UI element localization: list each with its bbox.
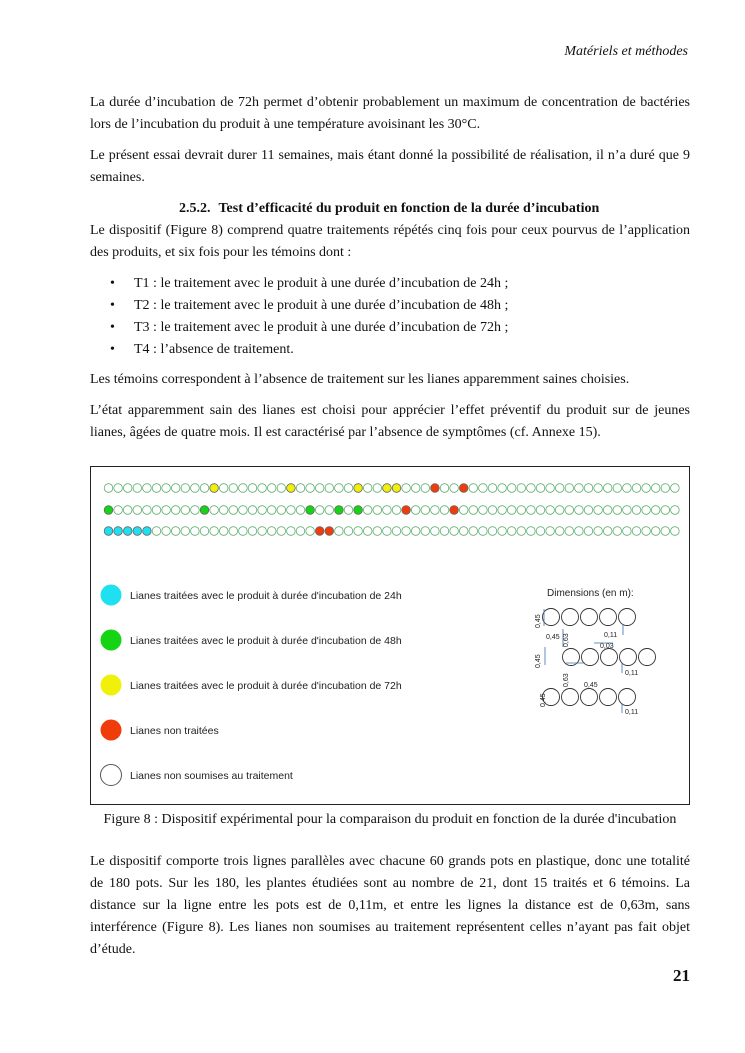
treatment-list: [90, 273, 690, 361]
pot: [152, 527, 161, 536]
pot: [191, 484, 200, 493]
paragraph-duration: Le présent essai devrait durer 11 semaines, mais étant donné la possibilité de réalisation, il n’a duré que 9 semaines.: [90, 148, 690, 185]
pot: [363, 484, 372, 493]
pot: [287, 527, 296, 536]
pot: [546, 506, 555, 515]
pot: [363, 506, 372, 515]
pot: [335, 527, 344, 536]
pot: [133, 506, 142, 515]
pot: [411, 484, 420, 493]
pot: [277, 506, 286, 515]
legend-swatch-yellow: [101, 675, 122, 696]
pot: [546, 527, 555, 536]
pot: [498, 484, 507, 493]
pot: [623, 506, 632, 515]
paragraph-dispositif: Le dispositif (Figure 8) comprend quatre traitements répétés cinq fois pour ceux pourvus de l’application des produits, et six fois pour les témoins dont :: [90, 223, 690, 260]
pot-yellow: [287, 484, 296, 493]
pot: [229, 506, 238, 515]
pot: [575, 506, 584, 515]
pot: [392, 527, 401, 536]
legend-swatch-red: [101, 720, 122, 741]
pot: [603, 484, 612, 493]
pot: [402, 527, 411, 536]
pot: [306, 527, 315, 536]
paragraph-incubation: La durée d’incubation de 72h permet d’obtenir probablement un maximum de concentration de bactéries lors de l’incubation du produit à une température avoisinant les 30°C.: [90, 95, 690, 132]
pot: [517, 506, 526, 515]
section-title: Test d’efficacité du produit en fonction de la durée d’incubation: [218, 201, 600, 216]
pot: [104, 484, 113, 493]
pot: [143, 506, 152, 515]
pot: [459, 527, 468, 536]
pot: [469, 506, 478, 515]
list-item: • T2 : le traitement avec le produit à une durée d’incubation de 48h ;: [134, 295, 690, 317]
pot: [527, 506, 536, 515]
pot-row: [104, 527, 679, 536]
pot: [671, 484, 680, 493]
pot: [296, 527, 305, 536]
pot: [315, 484, 324, 493]
figure-diagram: [91, 467, 689, 804]
pot: [114, 484, 123, 493]
pot: [267, 506, 276, 515]
pot: [450, 484, 459, 493]
pot-red: [450, 506, 459, 515]
pot: [479, 484, 488, 493]
section-heading: [90, 198, 690, 220]
figure-8: [90, 466, 690, 805]
pot: [373, 527, 382, 536]
pot: [527, 527, 536, 536]
pot-green: [354, 506, 363, 515]
dimension-pot: [639, 649, 656, 666]
pot: [191, 527, 200, 536]
pot: [584, 484, 593, 493]
dim-row-gap: 0,03: [600, 643, 614, 650]
pot-red: [459, 484, 468, 493]
section-number: 2.5.2.: [179, 201, 211, 216]
pot-green: [335, 506, 344, 515]
pot: [421, 484, 430, 493]
pot: [555, 527, 564, 536]
pot: [383, 527, 392, 536]
pot: [575, 527, 584, 536]
pot-red: [325, 527, 334, 536]
pot: [421, 506, 430, 515]
pot: [344, 506, 353, 515]
dimension-pot: [581, 689, 598, 706]
pot: [469, 527, 478, 536]
pot: [603, 527, 612, 536]
pot-cyan: [104, 527, 113, 536]
pot-yellow: [354, 484, 363, 493]
pot: [488, 527, 497, 536]
pot-yellow: [392, 484, 401, 493]
pot-red: [402, 506, 411, 515]
page-number: 21: [673, 966, 690, 985]
dim-row-distance: 0,63: [563, 633, 570, 647]
pot: [123, 506, 132, 515]
pot: [315, 506, 324, 515]
pot: [210, 527, 219, 536]
pot: [162, 506, 171, 515]
dimension-pot: [543, 609, 560, 626]
pot: [613, 506, 622, 515]
pot: [536, 506, 545, 515]
pot: [594, 506, 603, 515]
pot: [219, 484, 228, 493]
dimensions-diagram: [535, 588, 656, 716]
pot: [498, 506, 507, 515]
pot: [632, 527, 641, 536]
pot: [594, 484, 603, 493]
pot: [459, 506, 468, 515]
pot: [411, 506, 420, 515]
pot: [642, 506, 651, 515]
pot: [517, 484, 526, 493]
pot: [200, 484, 209, 493]
pot-yellow: [383, 484, 392, 493]
pot: [296, 484, 305, 493]
legend-swatch-green: [101, 630, 122, 651]
legend-label: Lianes traitées avec le produit à durée d'incubation de 48h: [130, 635, 402, 647]
pot: [171, 527, 180, 536]
pot: [536, 527, 545, 536]
list-item: • T4 : l’absence de traitement.: [134, 339, 690, 361]
paragraph-dispositif-details: Le dispositif comporte trois lignes parallèles avec chacune 60 grands pots en plastique, donc une totalité de 180 pots. Sur les 180, les plantes étudiées sont au nombre de 21, dont 15 traités et 6 témoins. La distance sur la ligne entre les pots est de 0,11m, et entre les lignes la distance est de 0,63m, sans interférence (Figure 8). Les lianes non soumises au traitement représentent celles n’ayant pas fait objet d’étude.: [90, 854, 690, 957]
pot: [239, 506, 248, 515]
pot: [296, 506, 305, 515]
pot: [488, 506, 497, 515]
pot: [623, 527, 632, 536]
pot: [584, 506, 593, 515]
pot: [498, 527, 507, 536]
pot: [239, 527, 248, 536]
pot-red: [431, 484, 440, 493]
dimension-pot: [600, 609, 617, 626]
pot: [171, 484, 180, 493]
pot-yellow: [210, 484, 219, 493]
pot: [431, 506, 440, 515]
pot: [229, 484, 238, 493]
dim-row-distance-2: 0,63: [563, 673, 570, 687]
dimension-pot: [619, 689, 636, 706]
pot: [181, 506, 190, 515]
dimension-pot: [620, 649, 637, 666]
pot: [613, 527, 622, 536]
pot: [642, 527, 651, 536]
pot: [440, 527, 449, 536]
pot: [411, 527, 420, 536]
pot: [440, 484, 449, 493]
pot: [248, 527, 257, 536]
pot-cyan: [123, 527, 132, 536]
pot: [181, 484, 190, 493]
pot: [373, 484, 382, 493]
pot: [344, 527, 353, 536]
pot-cyan: [143, 527, 152, 536]
pot: [536, 484, 545, 493]
paragraph-temoins: Les témoins correspondent à l’absence de traitement sur les lianes apparemment saines choisies.: [90, 372, 630, 387]
dim-pot-height-2: 0,45: [535, 654, 542, 668]
dim-spacing: 0,11: [604, 632, 618, 639]
pot: [450, 527, 459, 536]
pot: [565, 484, 574, 493]
pot: [181, 527, 190, 536]
pot-green: [200, 506, 209, 515]
pot-green: [306, 506, 315, 515]
pot: [613, 484, 622, 493]
pot: [363, 527, 372, 536]
pot: [277, 527, 286, 536]
pot: [623, 484, 632, 493]
pot: [603, 506, 612, 515]
pot: [488, 484, 497, 493]
pot-green: [104, 506, 113, 515]
dim-pot-height: 0,45: [535, 614, 542, 628]
pot: [632, 506, 641, 515]
dim-spacing-3: 0,11: [625, 709, 639, 716]
pot: [661, 484, 670, 493]
pot: [565, 506, 574, 515]
main-text: [90, 92, 690, 453]
pot: [671, 527, 680, 536]
legend-label: Lianes non traitées: [130, 725, 219, 737]
pot: [421, 527, 430, 536]
pot: [248, 506, 257, 515]
pot: [469, 484, 478, 493]
pot-rows: [104, 484, 679, 536]
pot: [392, 506, 401, 515]
dimension-pot: [619, 609, 636, 626]
pot: [229, 527, 238, 536]
pot: [325, 506, 334, 515]
pot: [507, 484, 516, 493]
pot: [171, 506, 180, 515]
pot-row: [104, 506, 679, 515]
pot: [133, 484, 142, 493]
pot: [152, 506, 161, 515]
dimension-pot: [601, 649, 618, 666]
pot: [219, 506, 228, 515]
pot: [546, 484, 555, 493]
pot: [661, 527, 670, 536]
pot: [383, 506, 392, 515]
pot: [594, 527, 603, 536]
pot: [210, 506, 219, 515]
pot: [344, 484, 353, 493]
dim-pot-height-3: 0,45: [540, 693, 547, 707]
pot: [258, 484, 267, 493]
paragraph-etat-sain: L’état apparemment sain des lianes est choisi pour apprécier l’effet préventif du produit sur de jeunes lianes, âgées de quatre mois. Il est caractérisé par l’absence de symptômes (cf. Annexe 15).: [90, 403, 690, 440]
figure-caption: Figure 8 : Dispositif expérimental pour la comparaison du produit en fonction de la durée d'incubation: [103, 812, 677, 827]
pot: [219, 527, 228, 536]
pot: [239, 484, 248, 493]
pot: [354, 527, 363, 536]
pot: [565, 527, 574, 536]
dimension-pot: [600, 689, 617, 706]
pot: [479, 527, 488, 536]
pot: [114, 506, 123, 515]
dim-pot-width: 0,45: [546, 634, 560, 641]
pot: [277, 484, 286, 493]
dimension-pot: [581, 609, 598, 626]
pot: [440, 506, 449, 515]
pot: [123, 484, 132, 493]
pot: [143, 484, 152, 493]
pot: [651, 484, 660, 493]
pot: [258, 527, 267, 536]
pot: [507, 527, 516, 536]
pot: [661, 506, 670, 515]
pot-cyan: [114, 527, 123, 536]
pot: [287, 506, 296, 515]
pot: [479, 506, 488, 515]
pot: [162, 484, 171, 493]
pot: [651, 527, 660, 536]
legend-label: Lianes traitées avec le produit à durée d'incubation de 72h: [130, 680, 402, 692]
pot: [325, 484, 334, 493]
dim-pot-width-2: 0,45: [584, 682, 598, 689]
pot: [258, 506, 267, 515]
legend-label: Lianes non soumises au traitement: [130, 770, 293, 782]
pot: [306, 484, 315, 493]
pot: [335, 484, 344, 493]
pot-red: [315, 527, 324, 536]
pot: [162, 527, 171, 536]
dimensions-circles: [543, 609, 656, 706]
pot: [517, 527, 526, 536]
legend-swatch-white: [101, 765, 122, 786]
pot: [575, 484, 584, 493]
list-item: • T1 : le traitement avec le produit à une durée d’incubation de 24h ;: [134, 273, 690, 295]
running-header: Matériels et méthodes: [564, 44, 688, 59]
pot: [651, 506, 660, 515]
pot: [200, 527, 209, 536]
pot: [507, 506, 516, 515]
pot: [671, 506, 680, 515]
pot: [373, 506, 382, 515]
pot: [632, 484, 641, 493]
pot: [584, 527, 593, 536]
pot: [555, 506, 564, 515]
pot: [248, 484, 257, 493]
dim-spacing-2: 0,11: [625, 670, 639, 677]
pot: [642, 484, 651, 493]
list-item: • T3 : le traitement avec le produit à une durée d’incubation de 72h ;: [134, 317, 690, 339]
pot: [152, 484, 161, 493]
pot-row: [104, 484, 679, 493]
legend-label: Lianes traitées avec le produit à durée d'incubation de 24h: [130, 590, 402, 602]
legend: [101, 585, 402, 786]
pot: [402, 484, 411, 493]
pot: [267, 527, 276, 536]
pot-cyan: [133, 527, 142, 536]
dimension-pot: [562, 689, 579, 706]
dimensions-title: Dimensions (en m):: [547, 588, 634, 599]
dimension-pot: [562, 609, 579, 626]
legend-swatch-cyan: [101, 585, 122, 606]
pot: [191, 506, 200, 515]
pot: [267, 484, 276, 493]
pot: [555, 484, 564, 493]
pot: [527, 484, 536, 493]
pot: [431, 527, 440, 536]
